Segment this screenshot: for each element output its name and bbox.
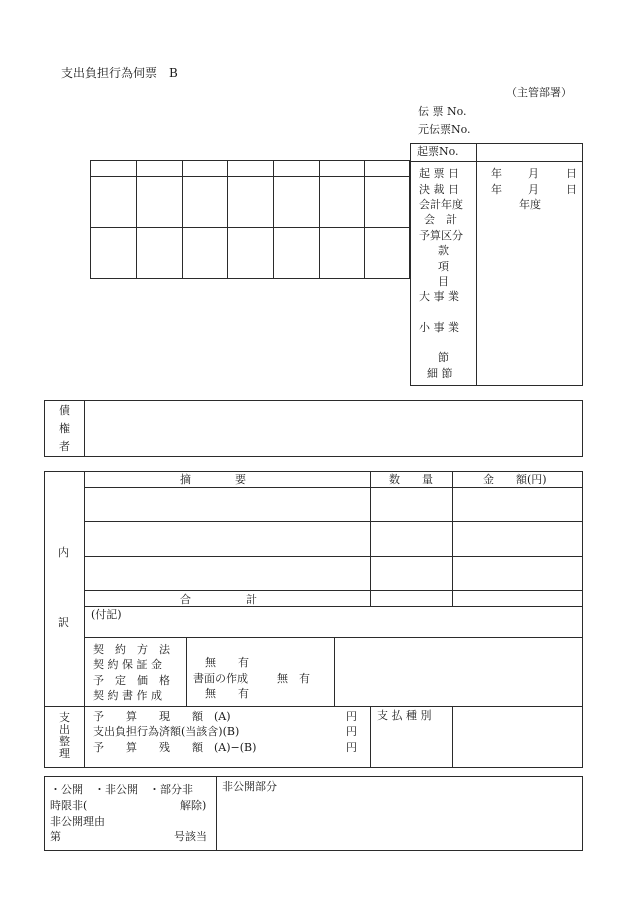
yen-units [346, 709, 357, 755]
payment-rule [370, 706, 371, 768]
breakdown-rule [84, 556, 583, 557]
label-kessai-date: 決 裁 日 [419, 183, 459, 196]
label-major-project: 大 事 業 [419, 290, 459, 303]
slip-number-label: 伝 票 No. [418, 105, 467, 118]
creditor-rule [84, 400, 85, 457]
breakdown-label-top: 内 [58, 546, 69, 559]
yen-unit: 円 [346, 740, 357, 754]
info-panel-rule [476, 143, 477, 386]
stamp-grid-rule [136, 160, 137, 279]
creditor-frame [44, 400, 583, 457]
payment-kind-label: 支 払 種 別 [377, 709, 432, 722]
breakdown-label-bottom: 訳 [58, 616, 69, 629]
guarantee-mu-ari: 無 有 [205, 656, 249, 669]
non-disclosure-reason: 非公開理由 [50, 815, 105, 828]
contract-guarantee-label: 契 約 保 証 金 [93, 658, 162, 672]
stamp-grid-rule [273, 160, 274, 279]
creditor-label: 債 権 者 [59, 404, 70, 453]
time-limit-right: 解除) [180, 799, 207, 812]
stamp-grid-rule [364, 160, 365, 279]
article-number-left: 第 [50, 830, 61, 843]
label-kan: 款 [438, 244, 449, 257]
written-doc-label: 書面の作成 [193, 672, 248, 685]
document-mu-ari: 無 有 [205, 687, 249, 700]
breakdown-rule [84, 606, 583, 607]
yen-unit: 円 [346, 725, 357, 739]
kessai-year-unit: 年 [491, 183, 502, 196]
department-label: （主管部署） [506, 86, 572, 99]
private-part-label: 非公開部分 [222, 780, 277, 793]
disclosure-rule [216, 776, 217, 851]
contract-rule [186, 637, 187, 706]
column-summary: 摘 要 [180, 473, 246, 486]
time-limit-left: 時限非( [50, 799, 88, 812]
stamp-grid-rule [227, 160, 228, 279]
label-sai-setsu: 細 節 [427, 367, 453, 380]
form-title: 支出負担行為伺票 B [61, 66, 178, 80]
kihyo-number-label: 起票No. [417, 145, 459, 158]
label-setsu: 節 [438, 351, 449, 364]
payment-label: 支 出 整 理 [59, 711, 70, 760]
breakdown-rule [452, 471, 453, 606]
breakdown-rule [84, 521, 583, 522]
budget-current-label: 予 算 現 額 (A) [93, 710, 231, 723]
contract-labels [93, 642, 170, 703]
written-mu-ari: 無 有 [277, 672, 310, 685]
kessai-month-unit: 月 [528, 183, 539, 196]
total-label: 合 計 [180, 593, 257, 606]
label-account: 会 計 [424, 213, 457, 226]
committed-amount-label: 支出負担行為済額(当該含)(B) [93, 725, 240, 739]
stamp-grid-rule [182, 160, 183, 279]
kihyo-month-unit: 月 [528, 167, 539, 180]
kihyo-day-unit: 日 [566, 167, 577, 180]
stamp-grid-rule [319, 160, 320, 279]
budget-remaining-label: 予 算 残 額 (A)−(B) [93, 740, 257, 754]
label-fiscal-year: 会計年度 [419, 198, 463, 211]
payment-rows [93, 709, 256, 755]
fiscal-year-unit: 年度 [519, 198, 541, 211]
column-quantity: 数 量 [389, 473, 433, 486]
original-slip-number-label: 元伝票No. [418, 123, 471, 136]
disclosure-options: ・公開 ・非公開 ・部分非 [50, 783, 193, 796]
label-minor-project: 小 事 業 [419, 321, 459, 334]
breakdown-rule [84, 471, 85, 768]
stamp-grid-frame [90, 160, 410, 279]
label-kou: 項 [438, 260, 449, 273]
article-number-right: 号該当 [174, 830, 207, 843]
label-kihyo-date: 起 票 日 [419, 167, 459, 180]
planned-price-label: 予 定 価 格 [93, 673, 170, 687]
payment-rule [44, 706, 583, 707]
label-moku: 目 [438, 275, 449, 288]
info-panel-rule [410, 161, 583, 162]
label-budget-category: 予算区分 [419, 229, 463, 242]
note-label: (付記) [91, 608, 122, 621]
contract-rule [334, 637, 335, 706]
stamp-grid-rule [90, 227, 410, 228]
contract-document-label: 契 約 書 作 成 [93, 688, 162, 702]
contract-method-label: 契 約 方 法 [93, 643, 170, 656]
kihyo-year-unit: 年 [491, 167, 502, 180]
stamp-grid-rule [90, 176, 410, 177]
breakdown-rule [370, 471, 371, 606]
yen-unit: 円 [346, 710, 357, 723]
column-amount: 金 額(円) [483, 473, 547, 486]
breakdown-rule [84, 590, 583, 591]
kessai-day-unit: 日 [566, 183, 577, 196]
breakdown-rule [84, 487, 583, 488]
payment-rule [452, 706, 453, 768]
